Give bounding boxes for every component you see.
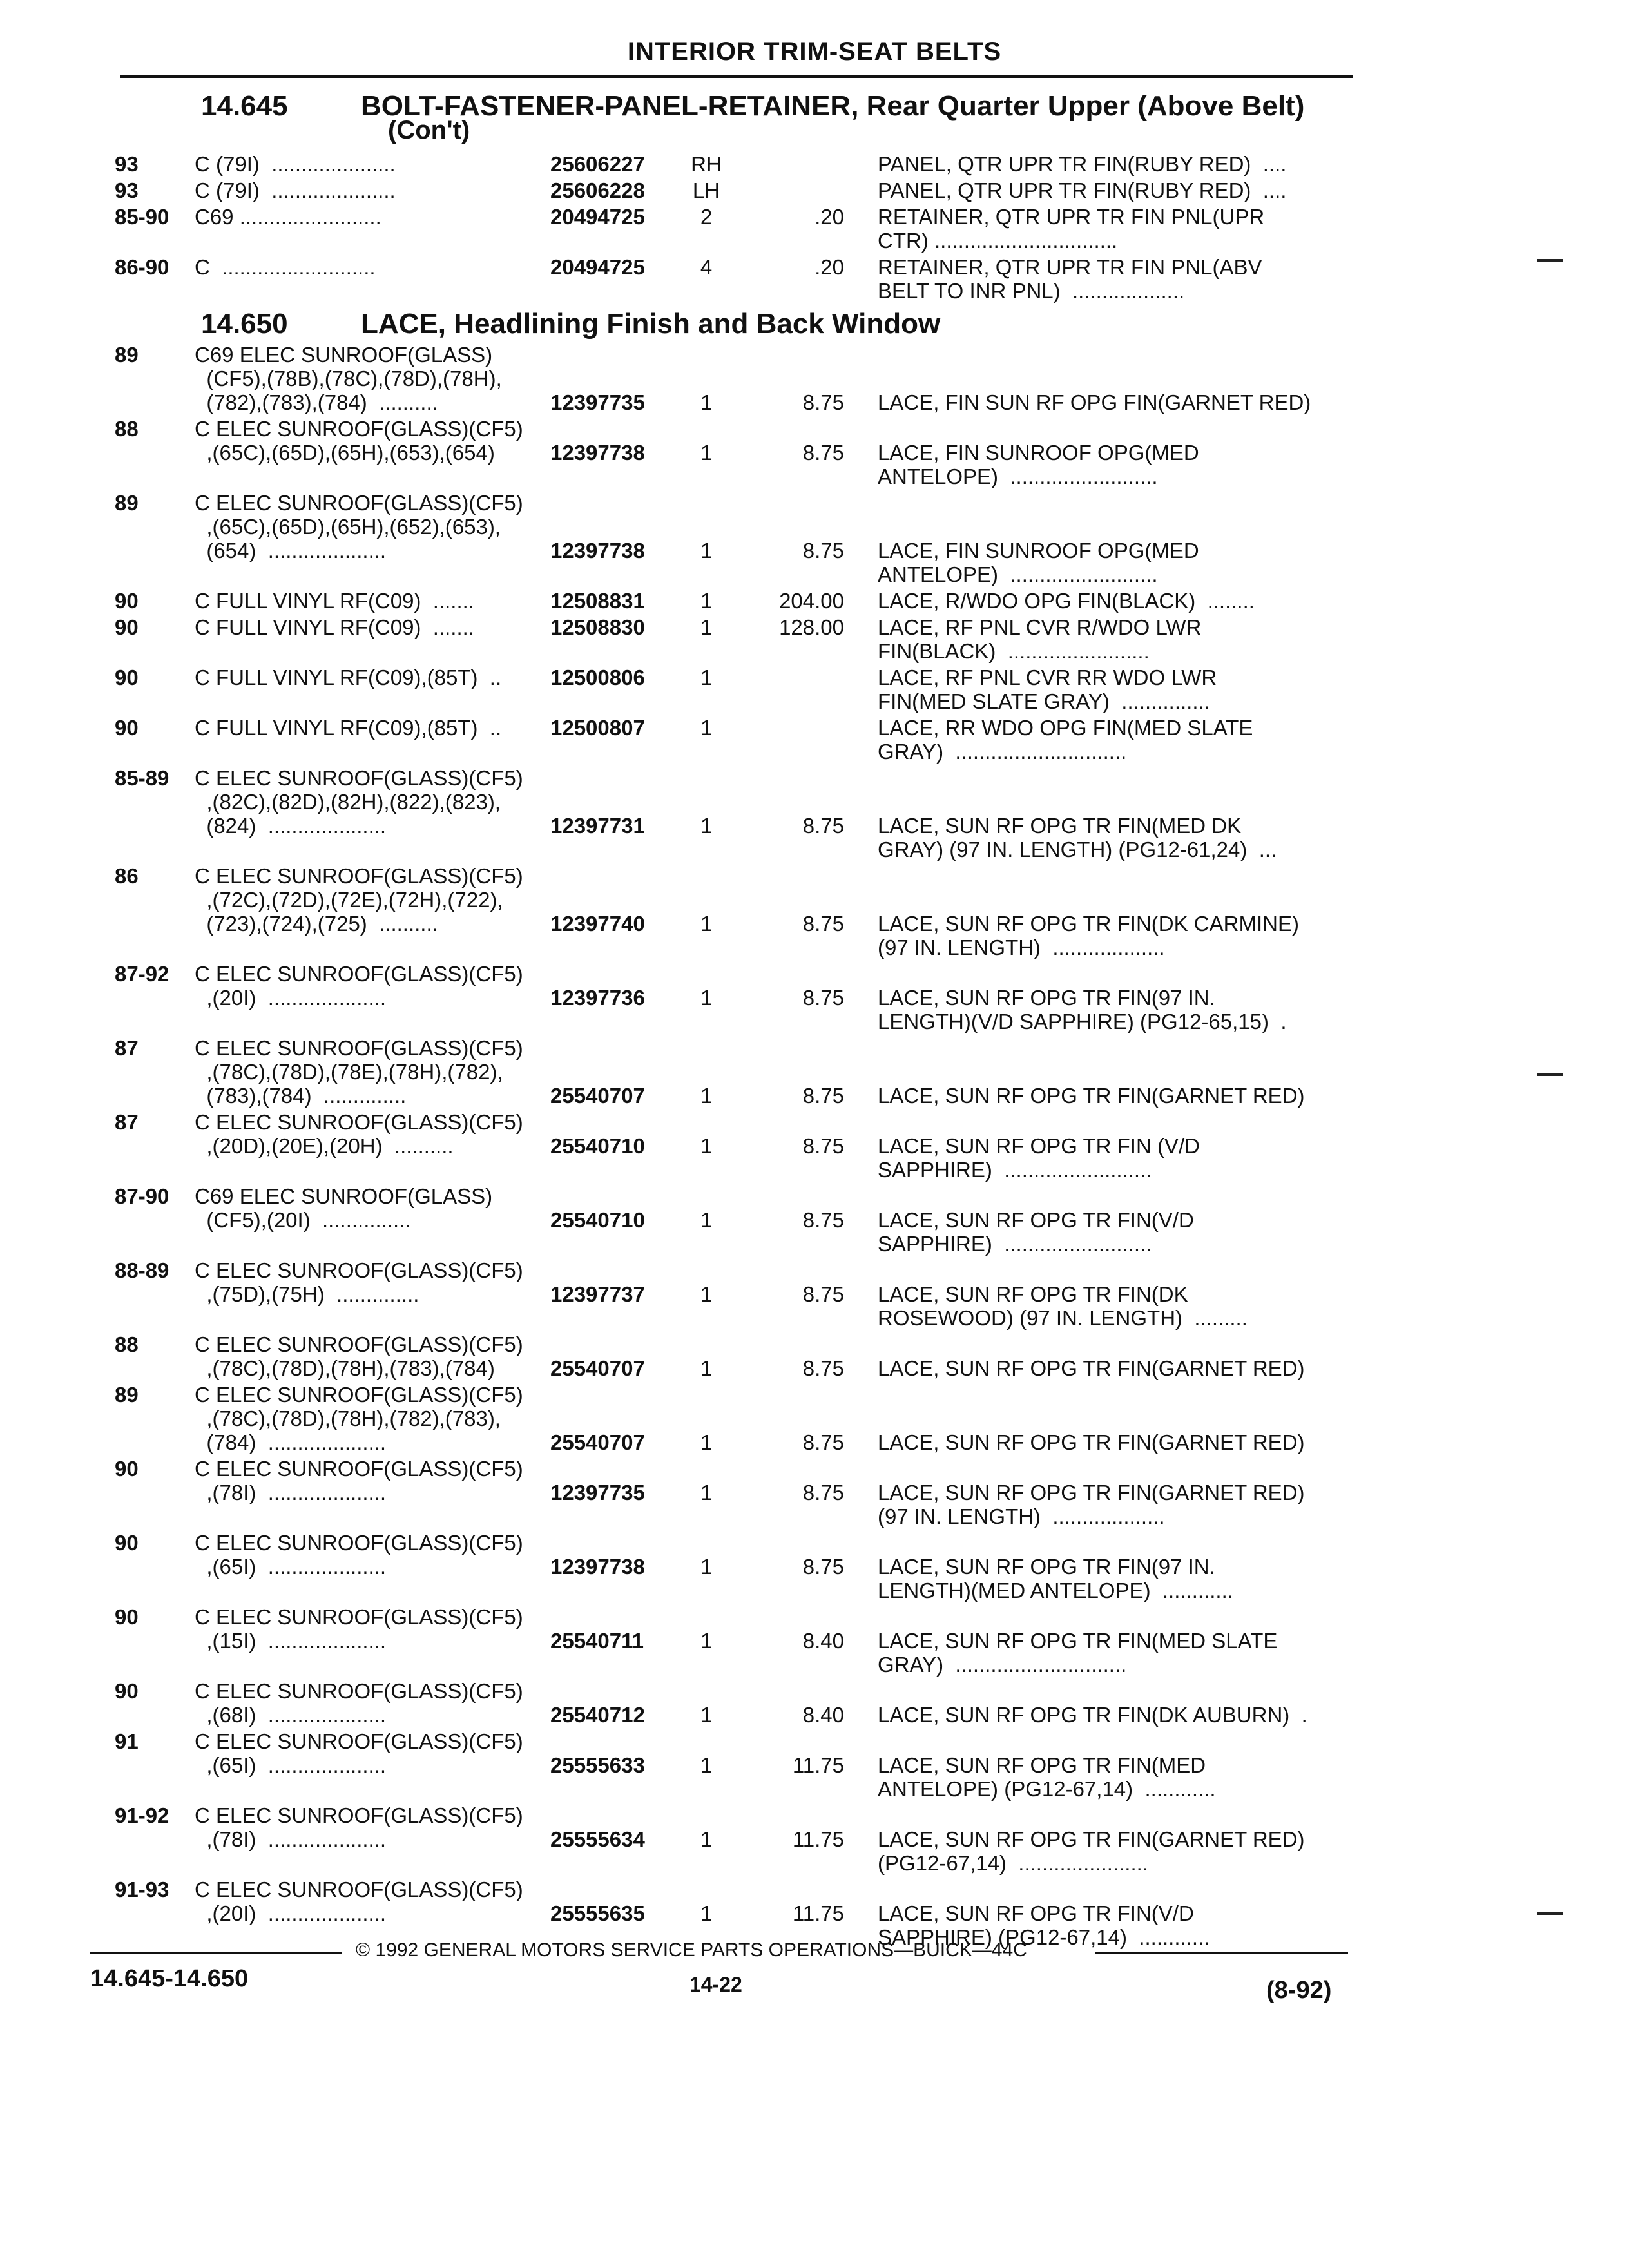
- part-number: 12397738: [550, 539, 645, 562]
- model-year: 89: [115, 491, 139, 515]
- part-description: [878, 589, 1342, 613]
- model-year: 87: [115, 1110, 139, 1134]
- price: 204.00: [779, 589, 844, 613]
- usage-line: C ELEC SUNROOF(GLASS)(CF5): [195, 1258, 523, 1282]
- part-number: 12397735: [550, 390, 645, 414]
- usage-description: [195, 1258, 555, 1306]
- part-description: [878, 1629, 1342, 1677]
- description-line: GRAY) (97 IN. LENGTH) (PG12-61,24) ...: [878, 838, 1277, 861]
- model-year: 85-90: [115, 205, 169, 229]
- part-number: 12397740: [550, 912, 645, 936]
- quantity: 1: [700, 912, 713, 936]
- usage-line: C ELEC SUNROOF(GLASS)(CF5): [195, 491, 523, 515]
- part-description: [878, 666, 1342, 713]
- description-line: LACE, SUN RF OPG TR FIN(DK AUBURN) .: [878, 1703, 1307, 1727]
- usage-line: C ELEC SUNROOF(GLASS)(CF5): [195, 1383, 523, 1407]
- description-line: LACE, SUN RF OPG TR FIN(97 IN.: [878, 1555, 1215, 1579]
- part-description: [878, 390, 1342, 414]
- part-number: 20494725: [550, 205, 645, 229]
- description-line: (97 IN. LENGTH) ...................: [878, 936, 1165, 959]
- quantity: 1: [700, 589, 713, 613]
- description-line: LACE, SUN RF OPG TR FIN(MED DK: [878, 814, 1242, 838]
- price: 8.75: [802, 390, 844, 414]
- part-description: [878, 1753, 1342, 1801]
- description-line: LACE, SUN RF OPG TR FIN(DK: [878, 1282, 1188, 1306]
- quantity: 1: [700, 1827, 713, 1851]
- usage-line: ,(15I) ....................: [195, 1629, 387, 1653]
- usage-description: [195, 491, 555, 562]
- margin-tick-mark: [1537, 1073, 1563, 1076]
- usage-description: [195, 1803, 555, 1851]
- price: 11.75: [792, 1901, 844, 1925]
- footer-section-range: 14.645-14.650: [90, 1965, 249, 1992]
- part-description: [878, 152, 1342, 176]
- usage-line: ,(68I) ....................: [195, 1703, 387, 1727]
- usage-line: C ELEC SUNROOF(GLASS)(CF5): [195, 864, 523, 888]
- price: 8.75: [802, 1208, 844, 1232]
- margin-tick-mark: [1537, 1912, 1563, 1915]
- usage-line: C ELEC SUNROOF(GLASS)(CF5): [195, 1878, 523, 1901]
- part-number: 12397736: [550, 986, 645, 1010]
- model-year: 91: [115, 1729, 139, 1753]
- quantity: 1: [700, 1430, 713, 1454]
- description-line: LACE, RF PNL CVR RR WDO LWR: [878, 666, 1217, 689]
- usage-line: C ELEC SUNROOF(GLASS)(CF5): [195, 1605, 523, 1629]
- description-line: LENGTH)(V/D SAPPHIRE) (PG12-65,15) .: [878, 1010, 1287, 1033]
- quantity: 1: [700, 716, 713, 740]
- quantity: 1: [700, 441, 713, 465]
- usage-description: [195, 1605, 555, 1653]
- description-line: LACE, SUN RF OPG TR FIN(97 IN.: [878, 986, 1215, 1010]
- description-line: PANEL, QTR UPR TR FIN(RUBY RED) ....: [878, 152, 1287, 176]
- part-description: [878, 615, 1342, 663]
- usage-description: [195, 615, 555, 639]
- usage-description: [195, 1332, 555, 1380]
- description-line: SAPPHIRE) .........................: [878, 1158, 1152, 1182]
- part-number: 25555634: [550, 1827, 645, 1851]
- usage-line: C69 ........................: [195, 205, 381, 229]
- footer-page-number: 14-22: [689, 1973, 742, 1996]
- model-year: 90: [115, 666, 139, 689]
- part-number: 25540711: [550, 1629, 644, 1653]
- usage-description: [195, 343, 555, 414]
- description-line: LACE, RR WDO OPG FIN(MED SLATE: [878, 716, 1253, 740]
- part-description: [878, 178, 1342, 202]
- description-line: LACE, SUN RF OPG TR FIN(GARNET RED): [878, 1430, 1305, 1454]
- quantity: 1: [700, 1901, 713, 1925]
- usage-line: C FULL VINYL RF(C09) .......: [195, 615, 474, 639]
- usage-description: [195, 1184, 555, 1232]
- usage-line: C ELEC SUNROOF(GLASS)(CF5): [195, 1110, 523, 1134]
- price: 8.75: [802, 1430, 844, 1454]
- model-year: 87: [115, 1036, 139, 1060]
- description-line: LACE, SUN RF OPG TR FIN(GARNET RED): [878, 1356, 1305, 1380]
- section-title: LACE, Headlining Finish and Back Window: [361, 308, 941, 340]
- usage-line: ,(82C),(82D),(82H),(822),(823),: [195, 790, 501, 814]
- part-description: [878, 1356, 1342, 1380]
- quantity: 1: [700, 1356, 713, 1380]
- description-line: SAPPHIRE) .........................: [878, 1232, 1152, 1256]
- model-year: 90: [115, 615, 139, 639]
- part-number: 12397738: [550, 1555, 645, 1579]
- part-number: 25540712: [550, 1703, 645, 1727]
- part-description: [878, 1827, 1342, 1875]
- description-line: LACE, SUN RF OPG TR FIN(V/D: [878, 1901, 1194, 1925]
- section-title: BOLT-FASTENER-PANEL-RETAINER, Rear Quarter Upper (Above Belt): [361, 90, 1305, 122]
- usage-line: (782),(783),(784) ..........: [195, 390, 438, 414]
- quantity: 1: [700, 390, 713, 414]
- price: .20: [815, 255, 844, 279]
- quantity: 1: [700, 1703, 713, 1727]
- part-description: [878, 986, 1342, 1033]
- usage-line: C ELEC SUNROOF(GLASS)(CF5): [195, 1036, 523, 1060]
- usage-line: ,(65C),(65D),(65H),(652),(653),: [195, 515, 501, 539]
- part-description: [878, 1282, 1342, 1330]
- model-year: 89: [115, 343, 139, 367]
- description-line: PANEL, QTR UPR TR FIN(RUBY RED) ....: [878, 178, 1287, 202]
- price: 8.40: [802, 1703, 844, 1727]
- usage-line: C ELEC SUNROOF(GLASS)(CF5): [195, 766, 523, 790]
- usage-line: C ELEC SUNROOF(GLASS)(CF5): [195, 417, 523, 441]
- quantity: 1: [700, 615, 713, 639]
- usage-line: (784) ....................: [195, 1430, 387, 1454]
- quantity: 1: [700, 1555, 713, 1579]
- usage-line: C ELEC SUNROOF(GLASS)(CF5): [195, 1679, 523, 1703]
- model-year: 90: [115, 1531, 139, 1555]
- description-line: LACE, SUN RF OPG TR FIN(MED SLATE: [878, 1629, 1278, 1653]
- usage-description: [195, 1383, 555, 1454]
- usage-line: ,(78I) ....................: [195, 1481, 387, 1504]
- price: 8.75: [802, 441, 844, 465]
- price: 8.75: [802, 1356, 844, 1380]
- model-year: 91-92: [115, 1803, 169, 1827]
- part-number: 12397738: [550, 441, 645, 465]
- description-line: (PG12-67,14) ......................: [878, 1851, 1148, 1875]
- model-year: 93: [115, 152, 139, 176]
- usage-line: (783),(784) ..............: [195, 1084, 407, 1108]
- description-line: LACE, SUN RF OPG TR FIN(GARNET RED): [878, 1481, 1305, 1504]
- part-number: 12397737: [550, 1282, 645, 1306]
- model-year: 86-90: [115, 255, 169, 279]
- part-number: 25540707: [550, 1430, 645, 1454]
- description-line: ANTELOPE) .........................: [878, 562, 1158, 586]
- model-year: 85-89: [115, 766, 169, 790]
- part-description: [878, 716, 1342, 764]
- quantity: RH: [691, 152, 722, 176]
- description-line: ANTELOPE) .........................: [878, 465, 1158, 488]
- price: 8.75: [802, 1282, 844, 1306]
- part-number: 25555635: [550, 1901, 645, 1925]
- price: 8.75: [802, 912, 844, 936]
- quantity: 1: [700, 1208, 713, 1232]
- usage-line: C FULL VINYL RF(C09) .......: [195, 589, 474, 613]
- usage-description: [195, 1531, 555, 1579]
- part-number: 12508830: [550, 615, 645, 639]
- usage-line: (CF5),(78B),(78C),(78D),(78H),: [195, 367, 502, 390]
- description-line: LACE, SUN RF OPG TR FIN(GARNET RED): [878, 1827, 1305, 1851]
- usage-line: C FULL VINYL RF(C09),(85T) ..: [195, 716, 502, 740]
- description-line: CTR) ...............................: [878, 229, 1118, 253]
- usage-line: ,(20D),(20E),(20H) ..........: [195, 1134, 454, 1158]
- part-number: 25606227: [550, 152, 645, 176]
- description-line: FIN(BLACK) ........................: [878, 639, 1150, 663]
- quantity: 1: [700, 1084, 713, 1108]
- quantity: 1: [700, 814, 713, 838]
- part-number: 12397735: [550, 1481, 645, 1504]
- usage-line: C FULL VINYL RF(C09),(85T) ..: [195, 666, 502, 689]
- description-line: BELT TO INR PNL) ...................: [878, 279, 1185, 303]
- part-description: [878, 205, 1342, 253]
- model-year: 90: [115, 1457, 139, 1481]
- usage-description: [195, 766, 555, 838]
- quantity: 2: [700, 205, 713, 229]
- quantity: 1: [700, 1481, 713, 1504]
- usage-description: [195, 1729, 555, 1777]
- price: 11.75: [792, 1753, 844, 1777]
- part-number: 20494725: [550, 255, 645, 279]
- part-description: [878, 255, 1342, 303]
- description-line: LACE, R/WDO OPG FIN(BLACK) ........: [878, 589, 1255, 613]
- usage-line: C (79I) .....................: [195, 178, 396, 202]
- usage-description: [195, 716, 555, 740]
- price: .20: [815, 205, 844, 229]
- usage-description: [195, 864, 555, 936]
- description-line: RETAINER, QTR UPR TR FIN PNL(ABV: [878, 255, 1262, 279]
- model-year: 86: [115, 864, 139, 888]
- margin-tick-mark: [1537, 259, 1563, 262]
- quantity: LH: [692, 178, 720, 202]
- model-year: 91-93: [115, 1878, 169, 1901]
- usage-description: [195, 1878, 555, 1925]
- section-continued-note: (Con't): [388, 116, 470, 144]
- description-line: LENGTH)(MED ANTELOPE) ............: [878, 1579, 1233, 1602]
- price: 8.75: [802, 1555, 844, 1579]
- footer-revision: (8-92): [1266, 1977, 1332, 2004]
- description-line: LACE, SUN RF OPG TR FIN(GARNET RED): [878, 1084, 1305, 1108]
- usage-description: [195, 589, 555, 613]
- model-year: 90: [115, 589, 139, 613]
- part-number: 12500806: [550, 666, 645, 689]
- price: 8.75: [802, 814, 844, 838]
- part-number: 25540707: [550, 1356, 645, 1380]
- description-line: SAPPHIRE) (PG12-67,14) ............: [878, 1925, 1210, 1949]
- usage-line: (654) ....................: [195, 539, 387, 562]
- model-year: 87-92: [115, 962, 169, 986]
- part-description: [878, 912, 1342, 959]
- usage-line: ,(65I) ....................: [195, 1555, 387, 1579]
- part-number: 25540710: [550, 1134, 645, 1158]
- usage-line: C ELEC SUNROOF(GLASS)(CF5): [195, 1803, 523, 1827]
- description-line: GRAY) .............................: [878, 1653, 1127, 1677]
- section-number: 14.645: [201, 90, 288, 122]
- usage-line: ,(65I) ....................: [195, 1753, 387, 1777]
- quantity: 1: [700, 539, 713, 562]
- description-line: LACE, SUN RF OPG TR FIN(MED: [878, 1753, 1206, 1777]
- part-description: [878, 539, 1342, 586]
- usage-line: C (79I) .....................: [195, 152, 396, 176]
- quantity: 1: [700, 1629, 713, 1653]
- usage-line: ,(20I) ....................: [195, 1901, 387, 1925]
- description-line: LACE, SUN RF OPG TR FIN(DK CARMINE): [878, 912, 1299, 936]
- usage-line: (723),(724),(725) ..........: [195, 912, 438, 936]
- usage-line: ,(78C),(78D),(78E),(78H),(782),: [195, 1060, 503, 1084]
- quantity: 4: [700, 255, 713, 279]
- part-number: 25540710: [550, 1208, 645, 1232]
- description-line: FIN(MED SLATE GRAY) ...............: [878, 689, 1210, 713]
- part-number: 12500807: [550, 716, 645, 740]
- model-year: 88: [115, 417, 139, 441]
- description-line: LACE, FIN SUNROOF OPG(MED: [878, 539, 1199, 562]
- usage-description: [195, 178, 555, 202]
- description-line: RETAINER, QTR UPR TR FIN PNL(UPR: [878, 205, 1265, 229]
- quantity: 1: [700, 1134, 713, 1158]
- model-year: 87-90: [115, 1184, 169, 1208]
- part-number: 12508831: [550, 589, 645, 613]
- model-year: 90: [115, 1679, 139, 1703]
- part-description: [878, 1430, 1342, 1454]
- model-year: 90: [115, 1605, 139, 1629]
- usage-line: ,(78C),(78D),(78H),(783),(784): [195, 1356, 495, 1380]
- part-number: 25555633: [550, 1753, 645, 1777]
- model-year: 88: [115, 1332, 139, 1356]
- quantity: 1: [700, 1282, 713, 1306]
- part-number: 25606228: [550, 178, 645, 202]
- usage-description: [195, 1036, 555, 1108]
- usage-line: (824) ....................: [195, 814, 387, 838]
- usage-description: [195, 255, 555, 279]
- price: 8.75: [802, 1084, 844, 1108]
- price: 8.75: [802, 986, 844, 1010]
- part-description: [878, 441, 1342, 488]
- description-line: LACE, FIN SUNROOF OPG(MED: [878, 441, 1199, 465]
- footer-rule-right: [1095, 1952, 1348, 1954]
- price: 8.75: [802, 1134, 844, 1158]
- usage-description: [195, 152, 555, 176]
- usage-description: [195, 417, 555, 465]
- description-line: LACE, FIN SUN RF OPG FIN(GARNET RED): [878, 390, 1311, 414]
- section-number: 14.650: [201, 308, 288, 340]
- description-line: LACE, SUN RF OPG TR FIN (V/D: [878, 1134, 1200, 1158]
- description-line: ANTELOPE) (PG12-67,14) ............: [878, 1777, 1216, 1801]
- part-description: [878, 1703, 1342, 1727]
- part-description: [878, 1084, 1342, 1108]
- footer-rule-left: [90, 1952, 342, 1954]
- usage-description: [195, 1679, 555, 1727]
- part-description: [878, 1555, 1342, 1602]
- usage-line: ,(20I) ....................: [195, 986, 387, 1010]
- price: 11.75: [792, 1827, 844, 1851]
- price: 8.75: [802, 1481, 844, 1504]
- usage-line: ,(78I) ....................: [195, 1827, 387, 1851]
- price: 8.75: [802, 539, 844, 562]
- footer-copyright: © 1992 GENERAL MOTORS SERVICE PARTS OPERATIONS—BUICK—44C: [356, 1939, 1027, 1961]
- usage-line: C ELEC SUNROOF(GLASS)(CF5): [195, 962, 523, 986]
- part-description: [878, 1481, 1342, 1528]
- usage-line: C ELEC SUNROOF(GLASS)(CF5): [195, 1729, 523, 1753]
- header-rule: [120, 75, 1353, 78]
- usage-line: C ..........................: [195, 255, 376, 279]
- part-description: [878, 1208, 1342, 1256]
- model-year: 88-89: [115, 1258, 169, 1282]
- description-line: GRAY) .............................: [878, 740, 1127, 764]
- price: 128.00: [779, 615, 844, 639]
- part-number: 12397731: [550, 814, 645, 838]
- usage-line: ,(65C),(65D),(65H),(653),(654): [195, 441, 495, 465]
- usage-description: [195, 1457, 555, 1504]
- usage-line: C ELEC SUNROOF(GLASS)(CF5): [195, 1457, 523, 1481]
- usage-line: ,(78C),(78D),(78H),(782),(783),: [195, 1407, 501, 1430]
- usage-description: [195, 1110, 555, 1158]
- usage-line: ,(75D),(75H) ..............: [195, 1282, 419, 1306]
- model-year: 90: [115, 716, 139, 740]
- model-year: 93: [115, 178, 139, 202]
- usage-line: C ELEC SUNROOF(GLASS)(CF5): [195, 1531, 523, 1555]
- description-line: (97 IN. LENGTH) ...................: [878, 1504, 1165, 1528]
- usage-line: C ELEC SUNROOF(GLASS)(CF5): [195, 1332, 523, 1356]
- usage-line: C69 ELEC SUNROOF(GLASS): [195, 343, 493, 367]
- usage-line: ,(72C),(72D),(72E),(72H),(722),: [195, 888, 503, 912]
- page-header-title: INTERIOR TRIM-SEAT BELTS: [627, 37, 1002, 66]
- usage-description: [195, 962, 555, 1010]
- description-line: LACE, RF PNL CVR R/WDO LWR: [878, 615, 1202, 639]
- usage-description: [195, 666, 555, 689]
- model-year: 89: [115, 1383, 139, 1407]
- price: 8.40: [802, 1629, 844, 1653]
- quantity: 1: [700, 986, 713, 1010]
- usage-line: C69 ELEC SUNROOF(GLASS): [195, 1184, 493, 1208]
- description-line: ROSEWOOD) (97 IN. LENGTH) .........: [878, 1306, 1248, 1330]
- part-description: [878, 814, 1342, 861]
- usage-description: [195, 205, 555, 229]
- quantity: 1: [700, 1753, 713, 1777]
- quantity: 1: [700, 666, 713, 689]
- usage-line: (CF5),(20I) ...............: [195, 1208, 411, 1232]
- part-number: 25540707: [550, 1084, 645, 1108]
- description-line: LACE, SUN RF OPG TR FIN(V/D: [878, 1208, 1194, 1232]
- part-description: [878, 1134, 1342, 1182]
